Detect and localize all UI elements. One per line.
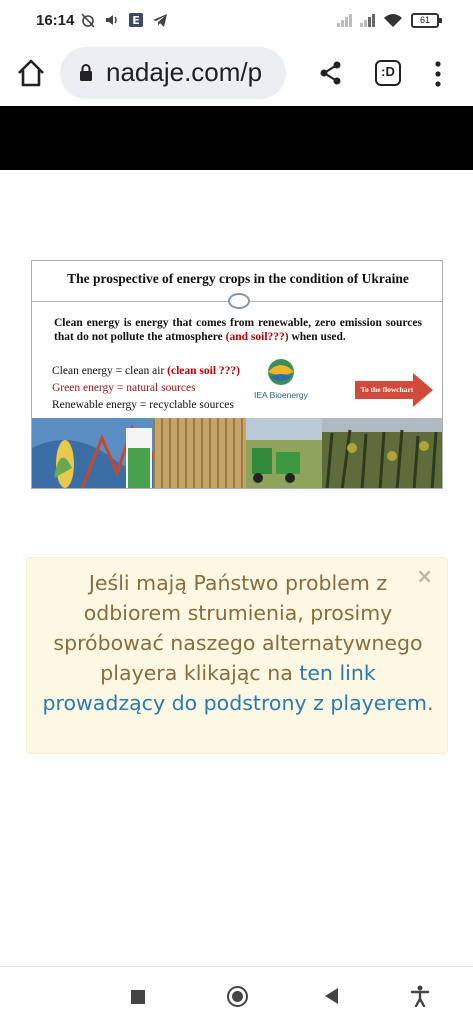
flowchart-arrow-label: To the flowchart — [360, 385, 414, 394]
status-time: 16:14 — [36, 12, 75, 29]
slide-line-1-red: (clean soil ???) — [167, 365, 240, 377]
iea-logo-text: IEA Bioenergy — [254, 390, 308, 400]
close-icon[interactable]: × — [416, 564, 433, 588]
player-alert — [26, 557, 448, 754]
lock-icon — [78, 63, 94, 83]
slide-para-red: (and soil???) — [225, 331, 289, 343]
signal-icon-1 — [337, 13, 352, 27]
slide-title: The prospective of energy crops in the condition of Ukraine — [67, 271, 409, 286]
slide-ornament — [228, 293, 250, 309]
signal-icon-2 — [360, 13, 375, 27]
volume-icon — [104, 12, 120, 28]
slide-image[interactable] — [31, 260, 443, 489]
stop-icon[interactable] — [131, 990, 145, 1004]
slide-para-start: Clean energy is energy that comes from renewable, zero emission sources that do not pollute the atmosphere — [54, 317, 422, 343]
alert-message — [39, 568, 437, 718]
video-player-bar[interactable] — [0, 106, 473, 170]
status-system-icons — [337, 12, 439, 28]
wifi-icon — [383, 12, 403, 28]
alert-text-after: . — [426, 691, 434, 715]
app-e-icon — [128, 12, 144, 28]
slide-line-1 — [52, 365, 240, 377]
slide-paragraph — [54, 316, 422, 344]
alternative-player-link[interactable]: ten link prowadzący do podstrony z playerem — [42, 661, 427, 715]
home-circle-icon[interactable] — [227, 986, 248, 1007]
address-bar[interactable] — [60, 47, 286, 99]
share-icon[interactable] — [316, 58, 346, 88]
accessibility-icon[interactable] — [410, 985, 430, 1007]
battery-indicator: 61 — [411, 13, 439, 28]
back-icon[interactable] — [325, 988, 338, 1004]
system-nav-bar — [0, 966, 473, 1024]
slide-line-1-start: Clean energy = clean air — [52, 365, 168, 377]
browser-toolbar — [0, 42, 473, 106]
alert-text-before: Jeśli mają Państwo problem z odbiorem strumienia, prosimy spróbować naszego alternatywnego playera klikając na — [53, 571, 423, 685]
slide-line-3: Renewable energy = recyclable sources — [52, 399, 234, 411]
svg-text:E: E — [132, 14, 140, 27]
crops-photo-strip — [32, 418, 443, 489]
home-icon[interactable] — [14, 56, 48, 90]
telegram-icon — [152, 12, 168, 28]
url-text: nadaje.com/p — [106, 57, 263, 87]
more-vert-icon[interactable] — [428, 60, 448, 88]
slide-line-2: Green energy = natural sources — [52, 382, 196, 394]
status-notification-icons — [80, 12, 168, 28]
alarm-off-icon — [80, 12, 96, 28]
slide-para-end: when used. — [288, 331, 346, 343]
status-bar — [0, 0, 473, 42]
tabs-icon[interactable]: :D — [375, 60, 401, 86]
